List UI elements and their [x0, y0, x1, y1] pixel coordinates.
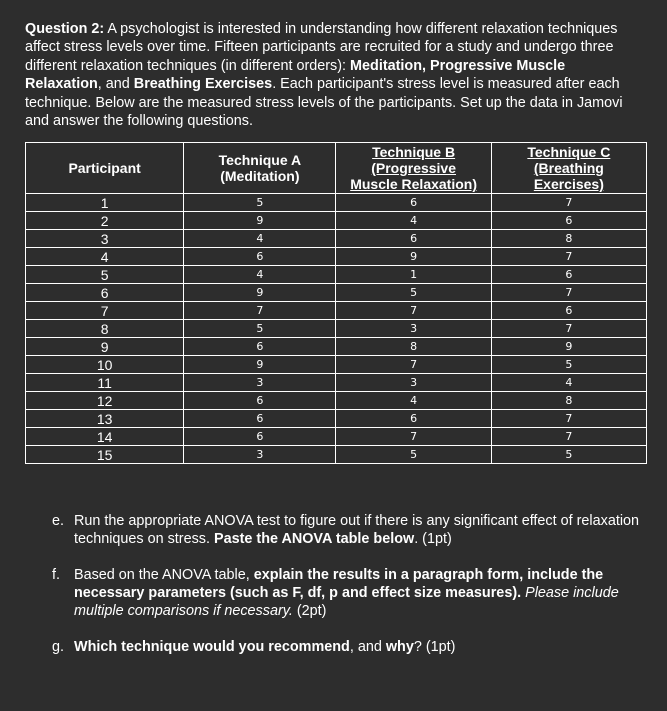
technique-a-cell: 5: [184, 194, 336, 212]
question-g-tail: ? (1pt): [413, 639, 456, 655]
technique-b-cell: 7: [336, 302, 491, 320]
question-e-letter: e.: [52, 513, 65, 529]
technique-c-cell: 6: [491, 212, 646, 230]
question-e-tail: . (1pt): [414, 531, 452, 547]
intro-bold-1: Meditation, Progressive Muscle Relaxation: [25, 57, 566, 93]
technique-a-cell: 4: [184, 266, 336, 284]
question-label: Question 2:: [25, 21, 105, 37]
technique-a-cell: 6: [184, 428, 336, 446]
technique-c-cell: 7: [491, 428, 646, 446]
participant-cell: 1: [26, 194, 184, 212]
question-f-bold: explain the results in a paragraph form, include the necessary parameters (such as F, df, p and effect size measures).: [74, 567, 604, 601]
question-e-bold: Paste the ANOVA table below: [214, 531, 415, 547]
technique-c-cell: 7: [491, 320, 646, 338]
table-row: [26, 284, 647, 302]
technique-c-cell: 6: [491, 302, 646, 320]
stress-data-table: [25, 142, 647, 464]
technique-b-cell: 5: [336, 446, 491, 464]
header-technique-b: [336, 143, 491, 194]
participant-cell: 2: [26, 212, 184, 230]
table-row: [26, 320, 647, 338]
technique-c-cell: 6: [491, 266, 646, 284]
participant-cell: 6: [26, 284, 184, 302]
question-f-letter: f.: [52, 567, 60, 583]
technique-c-cell: 4: [491, 374, 646, 392]
question-f: [52, 566, 642, 620]
participant-cell: 10: [26, 356, 184, 374]
participant-cell: 15: [26, 446, 184, 464]
technique-b-cell: 8: [336, 338, 491, 356]
header-technique-c-line-3: Exercises): [533, 176, 604, 192]
table-row: [26, 356, 647, 374]
table-row: [26, 194, 647, 212]
table-row: [26, 302, 647, 320]
technique-c-cell: 7: [491, 248, 646, 266]
technique-b-cell: 1: [336, 266, 491, 284]
header-technique-b-line-1: Technique B: [372, 144, 456, 160]
intro-text-3: . Each participant's stress level is measured after each technique. Below are the measured stress levels of the participants. Set up the data in Jamovi and answer the following questions.: [25, 76, 623, 130]
participant-cell: 4: [26, 248, 184, 266]
technique-b-cell: 7: [336, 428, 491, 446]
technique-c-cell: 8: [491, 230, 646, 248]
participant-cell: 8: [26, 320, 184, 338]
question-g-bold-1: Which technique would you recommend: [74, 639, 350, 655]
table-row: [26, 266, 647, 284]
table-row: [26, 338, 647, 356]
technique-b-cell: 6: [336, 410, 491, 428]
question-intro: [25, 20, 640, 130]
technique-c-cell: 7: [491, 194, 646, 212]
technique-c-cell: 7: [491, 284, 646, 302]
participant-cell: 3: [26, 230, 184, 248]
header-technique-b-line-2: (Progressive: [371, 160, 457, 176]
technique-c-cell: 7: [491, 410, 646, 428]
technique-a-cell: 3: [184, 446, 336, 464]
technique-a-cell: 4: [184, 230, 336, 248]
technique-b-cell: 7: [336, 356, 491, 374]
participant-cell: 11: [26, 374, 184, 392]
table-row: [26, 392, 647, 410]
participant-cell: 12: [26, 392, 184, 410]
technique-a-cell: 6: [184, 338, 336, 356]
participant-cell: 13: [26, 410, 184, 428]
question-e: [52, 512, 642, 548]
participant-cell: 9: [26, 338, 184, 356]
technique-a-cell: 9: [184, 284, 336, 302]
question-e-text: Run the appropriate ANOVA test to figure out if there is any significant effect of relaxation techniques on stress.: [74, 513, 640, 547]
header-technique-b-line-3: Muscle Relaxation): [350, 176, 478, 192]
intro-text-2: , and: [97, 76, 134, 93]
technique-c-cell: 9: [491, 338, 646, 356]
intro-bold-2: Breathing Exercises: [133, 76, 273, 93]
question-f-text: Based on the ANOVA table,: [74, 567, 254, 583]
table-row: [26, 212, 647, 230]
technique-b-cell: 6: [336, 230, 491, 248]
technique-c-cell: 5: [491, 446, 646, 464]
technique-a-cell: 6: [184, 410, 336, 428]
table-row: [26, 428, 647, 446]
table-row: [26, 446, 647, 464]
participant-cell: 7: [26, 302, 184, 320]
table-header-row: [26, 143, 647, 194]
technique-c-cell: 5: [491, 356, 646, 374]
question-g: [52, 638, 642, 656]
technique-a-cell: 3: [184, 374, 336, 392]
header-technique-c: [491, 143, 646, 194]
header-participant: [26, 143, 184, 194]
technique-b-cell: 6: [336, 194, 491, 212]
question-g-bold-2: why: [385, 639, 414, 655]
header-technique-c-line-1: Technique C: [527, 144, 611, 160]
question-f-tail: (2pt): [292, 603, 327, 619]
participant-cell: 14: [26, 428, 184, 446]
technique-b-cell: 5: [336, 284, 491, 302]
table-row: [26, 410, 647, 428]
header-participant-label: Participant: [68, 160, 141, 176]
intro-text-1: A psychologist is interested in understanding how different relaxation techniques affect stress levels over time. Fifteen participants are recruited for a study and undergo three different relaxation techniques (in different orders):: [25, 21, 618, 74]
technique-a-cell: 5: [184, 320, 336, 338]
technique-c-cell: 8: [491, 392, 646, 410]
technique-a-cell: 6: [184, 392, 336, 410]
header-technique-a-line-2: (Meditation): [220, 168, 300, 184]
technique-a-cell: 6: [184, 248, 336, 266]
technique-b-cell: 4: [336, 392, 491, 410]
technique-b-cell: 4: [336, 212, 491, 230]
table-row: [26, 248, 647, 266]
table-row: [26, 374, 647, 392]
header-technique-a-line-1: Technique A: [218, 152, 302, 168]
technique-b-cell: 3: [336, 374, 491, 392]
question-f-italic: Please include multiple comparisons if necessary.: [74, 585, 619, 619]
table-row: [26, 230, 647, 248]
technique-a-cell: 9: [184, 356, 336, 374]
participant-cell: 5: [26, 266, 184, 284]
technique-a-cell: 9: [184, 212, 336, 230]
technique-b-cell: 9: [336, 248, 491, 266]
technique-a-cell: 7: [184, 302, 336, 320]
table-body: [26, 194, 647, 464]
question-g-text: , and: [349, 639, 386, 655]
technique-b-cell: 3: [336, 320, 491, 338]
question-g-letter: g.: [52, 639, 65, 655]
header-technique-a: [184, 143, 336, 194]
header-technique-c-line-2: (Breathing: [533, 160, 604, 176]
